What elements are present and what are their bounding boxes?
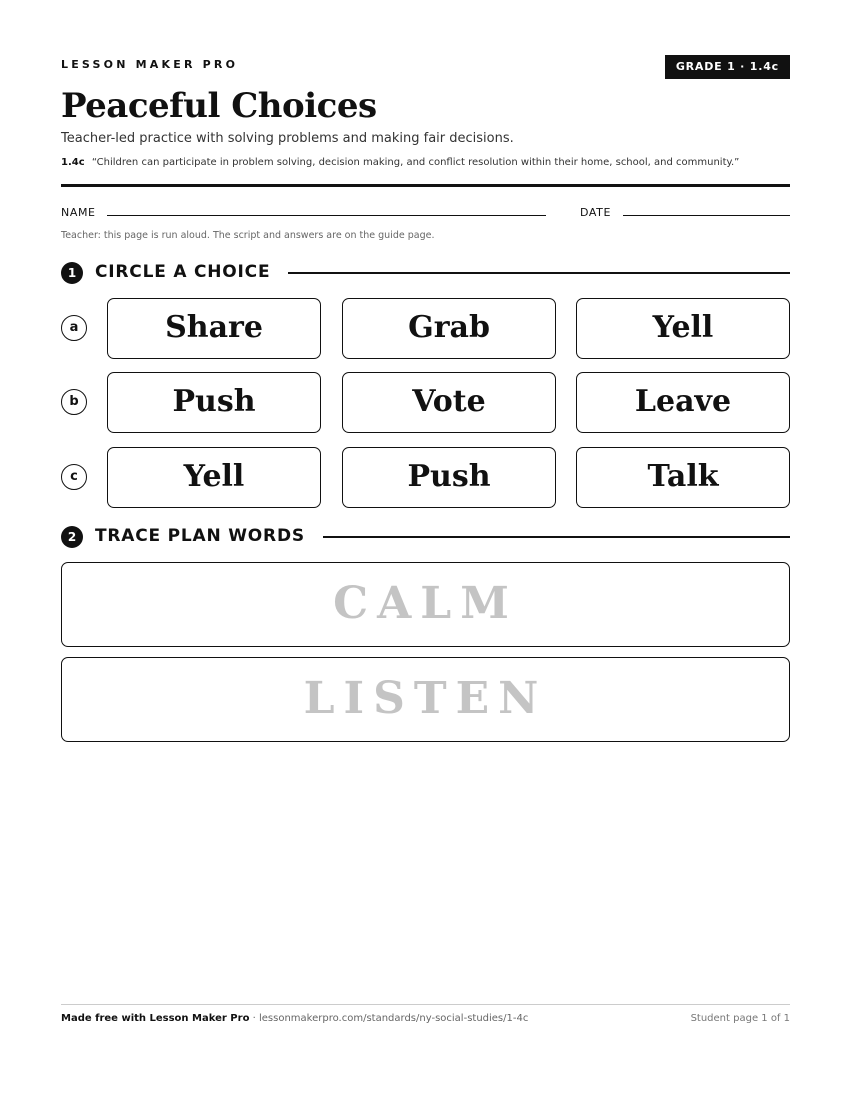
standard-statement [61, 157, 739, 168]
name-field[interactable] [107, 215, 546, 216]
choice-box[interactable]: Push [107, 372, 321, 433]
footer-separator: · [249, 1013, 259, 1024]
date-label: DATE [580, 206, 612, 219]
row-label-b: b [61, 389, 87, 415]
choice-box[interactable]: Share [107, 298, 321, 359]
row-label-a: a [61, 315, 87, 341]
worksheet-page [61, 0, 790, 1100]
section-2-number: 2 [61, 526, 83, 548]
name-label: NAME [61, 206, 96, 219]
page-subtitle: Teacher-led practice with solving problems and making fair decisions. [61, 131, 514, 146]
footer-credit [61, 1013, 528, 1024]
teacher-note: Teacher: this page is run aloud. The script and answers are on the guide page. [61, 230, 435, 241]
footer-divider [61, 1004, 790, 1005]
section-2-rule [323, 536, 790, 538]
date-field[interactable] [623, 215, 790, 216]
trace-word-box[interactable]: LISTEN [61, 657, 790, 742]
trace-word-box[interactable]: CALM [61, 562, 790, 647]
standard-text: “Children can participate in problem solving, decision making, and conflict resolution within their home, school, and community.” [91, 157, 740, 168]
choice-box[interactable]: Push [342, 447, 556, 508]
choice-box[interactable]: Talk [576, 447, 790, 508]
section-1-rule [288, 272, 790, 274]
page-title: Peaceful Choices [61, 86, 377, 126]
brand-name: LESSON MAKER PRO [61, 58, 239, 71]
standard-code: 1.4c [61, 157, 85, 168]
section-1-title: CIRCLE A CHOICE [95, 262, 271, 282]
choice-box[interactable]: Leave [576, 372, 790, 433]
section-1-number: 1 [61, 262, 83, 284]
choice-box[interactable]: Vote [342, 372, 556, 433]
section-2-title: TRACE PLAN WORDS [95, 526, 305, 546]
footer-made-with: Made free with Lesson Maker Pro [61, 1013, 250, 1024]
page-indicator: Student page 1 of 1 [690, 1013, 790, 1024]
choice-box[interactable]: Yell [107, 447, 321, 508]
choice-box[interactable]: Yell [576, 298, 790, 359]
header-divider [61, 184, 790, 187]
grade-badge: GRADE 1 · 1.4c [665, 55, 790, 79]
footer-url[interactable]: lessonmakerpro.com/standards/ny-social-studies/1-4c [258, 1013, 529, 1024]
choice-box[interactable]: Grab [342, 298, 556, 359]
row-label-c: c [61, 464, 87, 490]
